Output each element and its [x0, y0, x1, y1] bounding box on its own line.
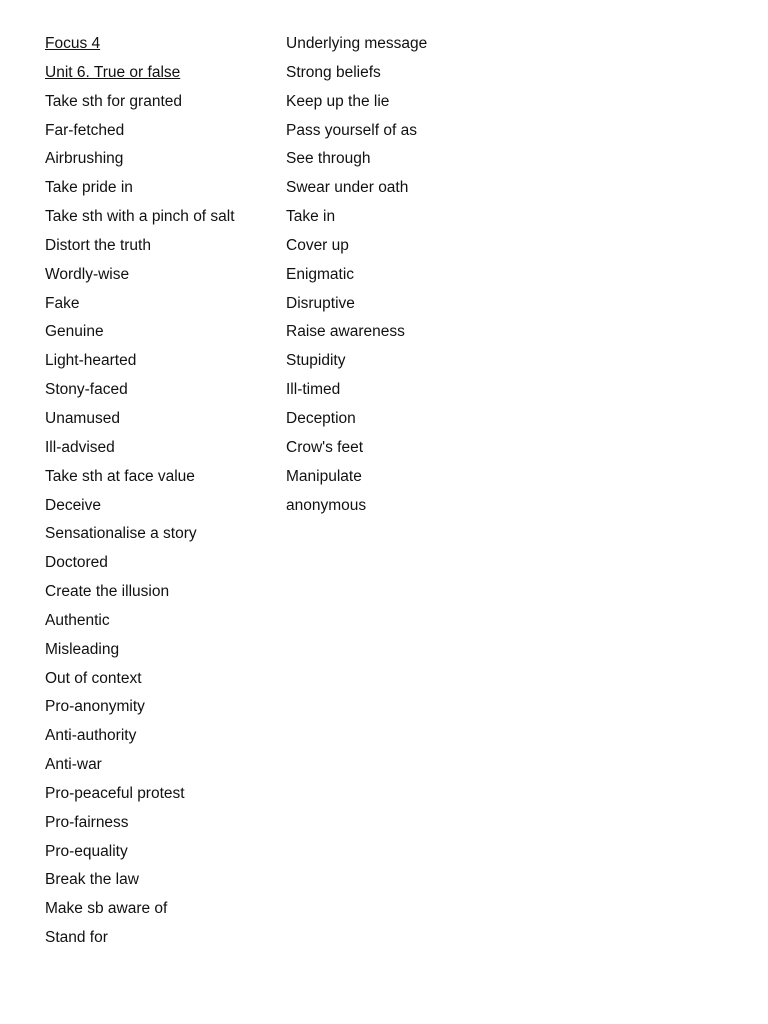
vocab-item: Disruptive: [286, 294, 355, 312]
vocab-item: Out of context: [45, 669, 142, 687]
vocab-item: Unit 6. True or false: [45, 63, 181, 81]
vocab-item: Fake: [45, 294, 80, 312]
vocab-item: Take in: [286, 208, 336, 226]
vocab-item: Enigmatic: [286, 265, 355, 283]
vocab-item: Stony-faced: [45, 381, 128, 399]
vocab-item: Strong beliefs: [286, 63, 381, 81]
vocab-item: Keep up the lie: [286, 92, 390, 110]
vocab-item: Stand for: [45, 929, 108, 947]
vocab-item: Distort the truth: [45, 236, 151, 254]
vocab-item: Stupidity: [286, 352, 346, 370]
vocab-item: Airbrushing: [45, 150, 124, 168]
vocab-item: Unamused: [45, 409, 120, 427]
vocab-item: Misleading: [45, 640, 120, 658]
vocab-item: Authentic: [45, 611, 110, 629]
vocab-item: Far-fetched: [45, 121, 125, 139]
vocab-item: anonymous: [286, 496, 367, 514]
vocab-item: Pro-peaceful protest: [45, 784, 185, 802]
vocab-item: Focus 4: [45, 35, 101, 52]
vocab-item: Take pride in: [45, 179, 133, 197]
vocab-item: Genuine: [45, 323, 104, 341]
vocab-item: Take sth with a pinch of salt: [45, 208, 235, 226]
vocab-item: Manipulate: [286, 467, 362, 485]
vocab-item: Cover up: [286, 236, 349, 254]
vocab-item: Break the law: [45, 871, 139, 889]
vocab-item: Deceive: [45, 496, 101, 514]
vocab-item: Pro-fairness: [45, 813, 129, 831]
vocab-item: Raise awareness: [286, 323, 405, 341]
left-column: [45, 34, 245, 957]
vocab-item: Pro-equality: [45, 842, 128, 860]
vocab-item: Underlying message: [286, 35, 428, 52]
vocab-item: Create the illusion: [45, 583, 170, 601]
vocab-item: Anti-war: [45, 756, 102, 774]
vocab-item: Anti-authority: [45, 727, 137, 745]
vocab-item: Pass yourself of as: [286, 121, 417, 139]
vocab-item: Make sb aware of: [45, 900, 168, 918]
right-column: [286, 34, 526, 524]
vocab-item: Ill-timed: [286, 381, 341, 399]
vocab-item: Take sth at face value: [45, 467, 195, 485]
vocab-item: Take sth for granted: [45, 92, 182, 110]
vocab-item: See through: [286, 150, 371, 168]
vocab-item: Light-hearted: [45, 352, 137, 370]
vocab-item: Wordly-wise: [45, 265, 130, 283]
vocab-item: Crow's feet: [286, 438, 364, 456]
vocab-item: Ill-advised: [45, 438, 115, 456]
vocab-item: Sensationalise a story: [45, 525, 197, 543]
vocab-item: Doctored: [45, 554, 108, 572]
vocab-item: Deception: [286, 409, 356, 427]
vocab-item: Pro-anonymity: [45, 698, 145, 716]
vocab-item: Swear under oath: [286, 179, 409, 197]
